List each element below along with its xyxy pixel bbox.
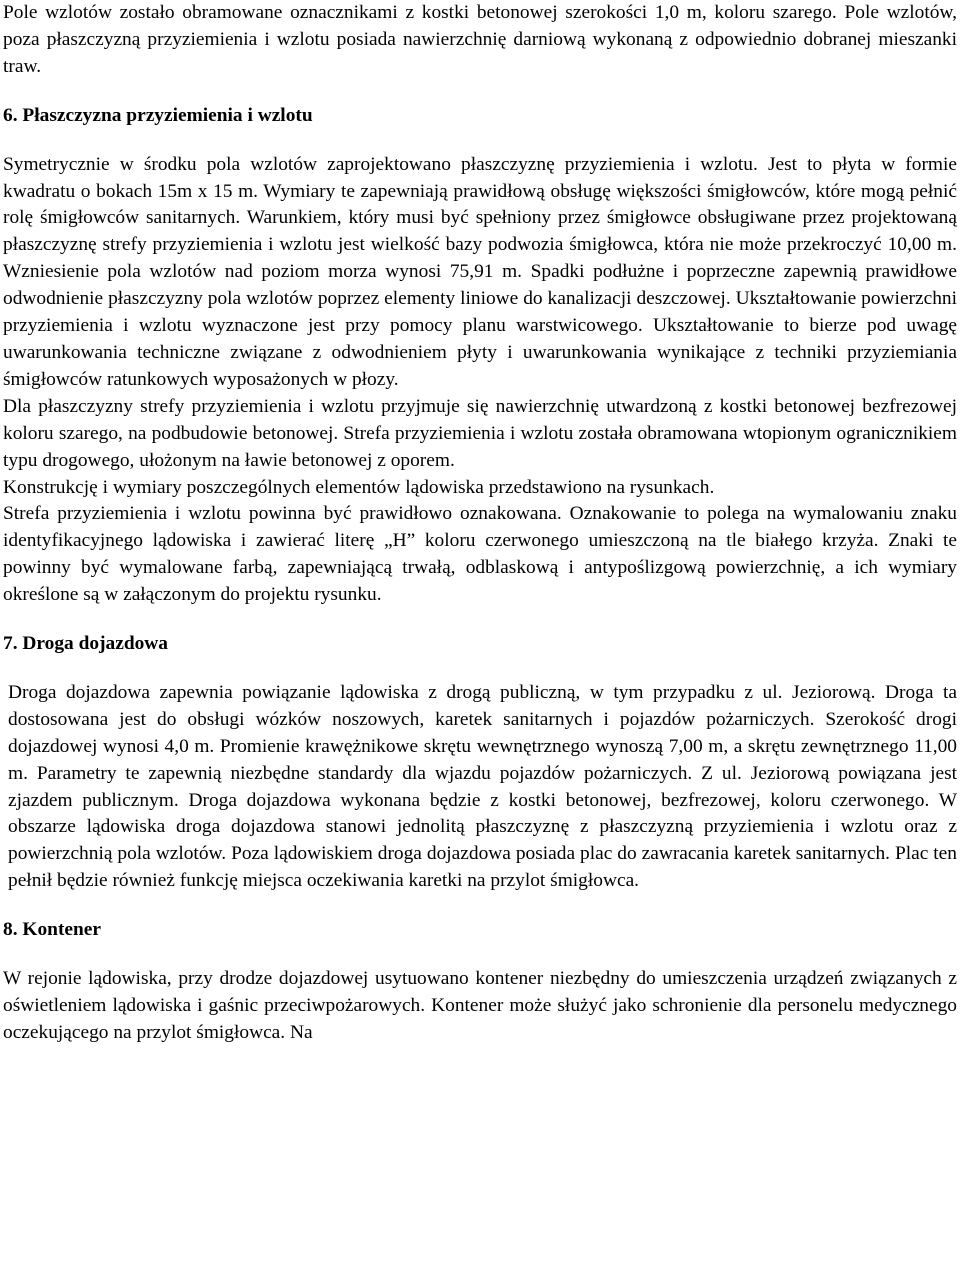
section-6-heading: 6. Płaszczyzna przyziemienia i wzlotu: [3, 104, 313, 126]
spacer: [3, 81, 957, 103]
document-page: [3, 0, 957, 1047]
section-8-paragraph-1: W rejonie lądowiska, przy drodze dojazdowej usytuowano kontener niezbędny do umieszczenia urządzeń związanych z oświetleniem lądowiska i gaśnic przeciwpożarowych. Kontener może służyć jako schronienie dla personelu medycznego oczekującego na przylot śmigłowca. Na: [3, 968, 957, 1043]
spacer: [3, 609, 957, 631]
section-6-paragraph-1: Symetrycznie w środku pola wzlotów zaprojektowano płaszczyznę przyziemienia i wzlotu. Jest to płyta w formie kwadratu o bokach 15m x 15 m. Wymiary te zapewniają prawidłową obsługę większości śmigłowców, które mogą pełnić rolę śmigłowców sanitarnych. Warunkiem, który musi być spełniony przez śmigłowce obsługiwane przez projektowaną płaszczyznę strefy przyziemienia i wzlotu jest wielkość bazy podwozia śmigłowca, która nie może przekroczyć 10,00 m. Wzniesienie pola wzlotów nad poziom morza wynosi 75,91 m. Spadki podłużne i poprzeczne zapewnią prawidłowe odwodnienie płaszczyzny pola wzlotów poprzez elementy liniowe do kanalizacji deszczowej. Ukształtowanie powierzchni przyziemienia i wzlotu wyznaczone jest przy pomocy planu warstwicowego. Ukształtowanie to bierze pod uwagę uwarunkowania techniczne związane z odwodnieniem płyty i uwarunkowania wynikające z techniki przyziemiania śmigłowców ratunkowych wyposażonych w płozy.: [3, 153, 957, 390]
section-7-heading: 7. Droga dojazdowa: [3, 633, 169, 655]
section-8-heading: 8. Kontener: [3, 919, 102, 941]
section-6-paragraph-2: Dla płaszczyzny strefy przyziemienia i wzlotu przyjmuje się nawierzchnię utwardzoną z kostki betonowej bezfrezowej koloru szarego, na podbudowie betonowej. Strefa przyziemienia i wzlotu została obramowana wtopionym ogranicznikiem typu drogowego, ułożonym na ławie betonowej z oporem.: [3, 395, 957, 471]
spacer: [3, 895, 957, 917]
spacer: [3, 944, 957, 966]
section-7-paragraph-1: Droga dojazdowa zapewnia powiązanie lądowiska z drogą publiczną, w tym przypadku z ul. Jeziorową. Droga ta dostosowana jest do obsługi wózków noszowych, karetek sanitarnych i pojazdów pożarniczych. Szerokość drogi dojazdowej wynosi 4,0 m. Promienie krawężnikowe skrętu wewnętrznego wynoszą 7,00 m, a skrętu zewnętrznego 11,00 m. Parametry te zapewnią niezbędne standardy dla wjazdu pojazdów pożarniczych. Z ul. Jeziorową powiązana jest zjazdem publicznym. Droga dojazdowa wykonana będzie z kostki betonowej, bezfrezowej, koloru czerwonego. W obszarze lądowiska droga dojazdowa stanowi jednolitą płaszczyznę z płaszczyzną przyziemienia i wzlotu oraz z powierzchnią pola wzlotów. Poza lądowiskiem droga dojazdowa posiada plac do zawracania karetek sanitarnych. Plac ten pełnił będzie również funkcję miejsca oczekiwania karetki na przylot śmigłowca.: [8, 681, 957, 892]
intro-paragraph: Pole wzlotów zostało obramowane oznacznikami z kostki betonowej szerokości 1,0 m, koloru szarego. Pole wzlotów, poza płaszczyzną przyziemienia i wzlotu posiada nawierzchnię darniową wykonaną z odpowiednio dobranej mieszanki traw.: [3, 2, 957, 77]
spacer: [3, 130, 957, 152]
section-6-paragraph-4: Strefa przyziemienia i wzlotu powinna być prawidłowo oznakowana. Oznakowanie to polega na wymalowaniu znaku identyfikacyjnego lądowiska i zawierać literę „H” koloru czerwonego umieszczoną na tle białego krzyża. Znaki te powinny być wymalowane farbą, zapewniającą trwałą, odblaskową i antypoślizgową powierzchnię, a ich wymiary określone są w załączonym do projektu rysunku.: [3, 503, 957, 606]
spacer: [3, 658, 957, 680]
section-6-paragraph-3: Konstrukcję i wymiary poszczególnych elementów lądowiska przedstawiono na rysunkach.: [3, 476, 715, 498]
